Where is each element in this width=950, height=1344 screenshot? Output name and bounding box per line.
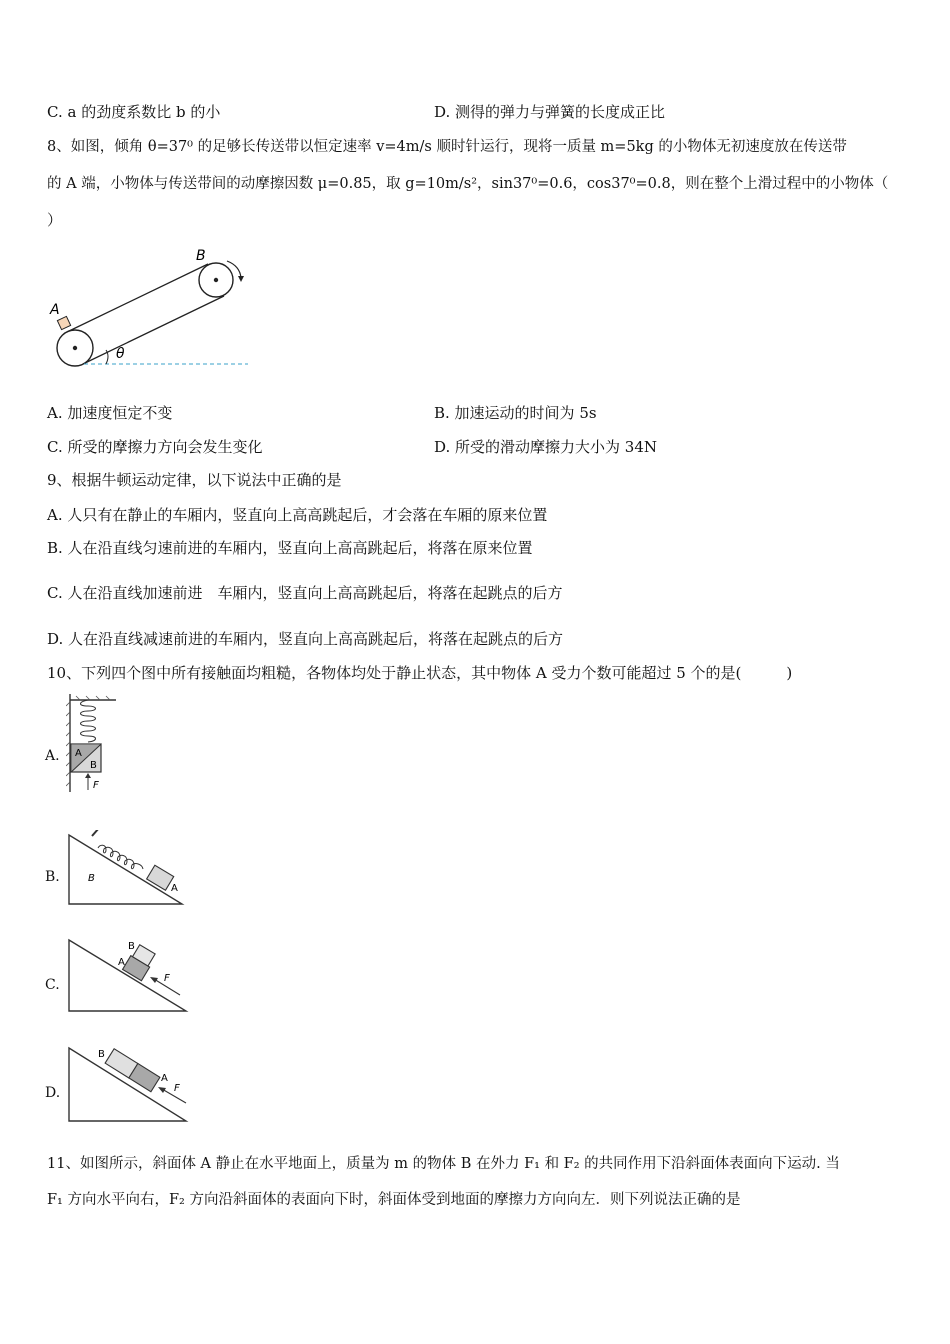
fig-c-label-a: A [118,957,125,968]
q8-option-c: C. 所受的摩擦力方向会发生变化 [47,438,263,456]
fig-a-label-b: B [90,760,97,771]
q7-option-c: C. a 的劲度系数比 b 的小 [47,103,221,121]
fig-c-label-f: F [164,973,170,984]
fig-c-label-b: B [128,941,135,952]
fig-b-label-a: A [171,883,178,894]
q8-option-b: B. 加速运动的时间为 5s [434,404,597,422]
fig-b-label-b: B [88,873,95,884]
q8-stem-line1: 8、如图，倾角 θ=37⁰ 的足够长传送带以恒定速率 v=4m/s 顺时针运行，现将一质量 m=5kg 的小物体无初速度放在传送带 [47,139,847,155]
q7-option-d: D. 测得的弹力与弹簧的长度成正比 [434,103,666,121]
q8-stem-line2: 的 A 端，小物体与传送带间的动摩擦因数 μ=0.85，取 g=10m/s²，sin37⁰=0.6，cos37⁰=0.8，则在整个上滑过程中的小物体（ [47,176,889,192]
q10-label-d: D. [45,1085,61,1101]
label-b: B [196,248,206,264]
q8-option-d: D. 所受的滑动摩擦力大小为 34N [434,438,658,456]
label-a: A [50,302,60,318]
spring-wall-figure [66,694,122,794]
q9-option-d: D. 人在沿直线减速前进的车厢内，竖直向上高高跳起后，将落在起跳点的后方 [47,630,564,648]
fig-a-label-f: F [93,780,99,791]
q10-label-a: A. [45,748,60,764]
q8-option-a: A. 加速度恒定不变 [47,404,173,422]
incline-stacked-blocks-force-figure [66,937,190,1015]
q10-label-c: C. [45,977,60,993]
q11-stem-line2: F₁ 方向水平向右，F₂ 方向沿斜面体的表面向下时，斜面体受到地面的摩擦力方向向左．则下列说法正确的是 [47,1192,741,1208]
fig-d-label-f: F [174,1083,180,1094]
incline-spring-figure [66,830,186,908]
q9-option-c: C. 人在沿直线加速前进 车厢内，竖直向上高高跳起后，将落在起跳点的后方 [47,584,563,602]
q9-stem: 9、根据牛顿运动定律，以下说法中正确的是 [47,471,342,489]
q10-label-b: B. [45,869,60,885]
fig-a-label-a: A [75,748,82,759]
incline-adjacent-blocks-force-figure [66,1045,190,1125]
fig-d-label-b: B [98,1049,105,1060]
q10-stem: 10、下列四个图中所有接触面均粗糙，各物体均处于静止状态，其中物体 A 受力个数可能超过 5 个的是( ) [47,664,793,682]
q8-stem-line3: ） [47,211,63,229]
label-theta: θ [116,346,125,362]
q9-option-b: B. 人在沿直线匀速前进的车厢内，竖直向上高高跳起后，将落在原来位置 [47,539,533,557]
q9-option-a: A. 人只有在静止的车厢内，竖直向上高高跳起后，才会落在车厢的原来位置 [47,506,548,524]
q11-stem-line1: 11、如图所示，斜面体 A 静止在水平地面上，质量为 m 的物体 B 在外力 F₁ 和 F₂ 的共同作用下沿斜面体表面向下运动. 当 [47,1156,840,1172]
fig-d-label-a: A [161,1073,168,1084]
conveyor-belt-figure [44,238,254,370]
